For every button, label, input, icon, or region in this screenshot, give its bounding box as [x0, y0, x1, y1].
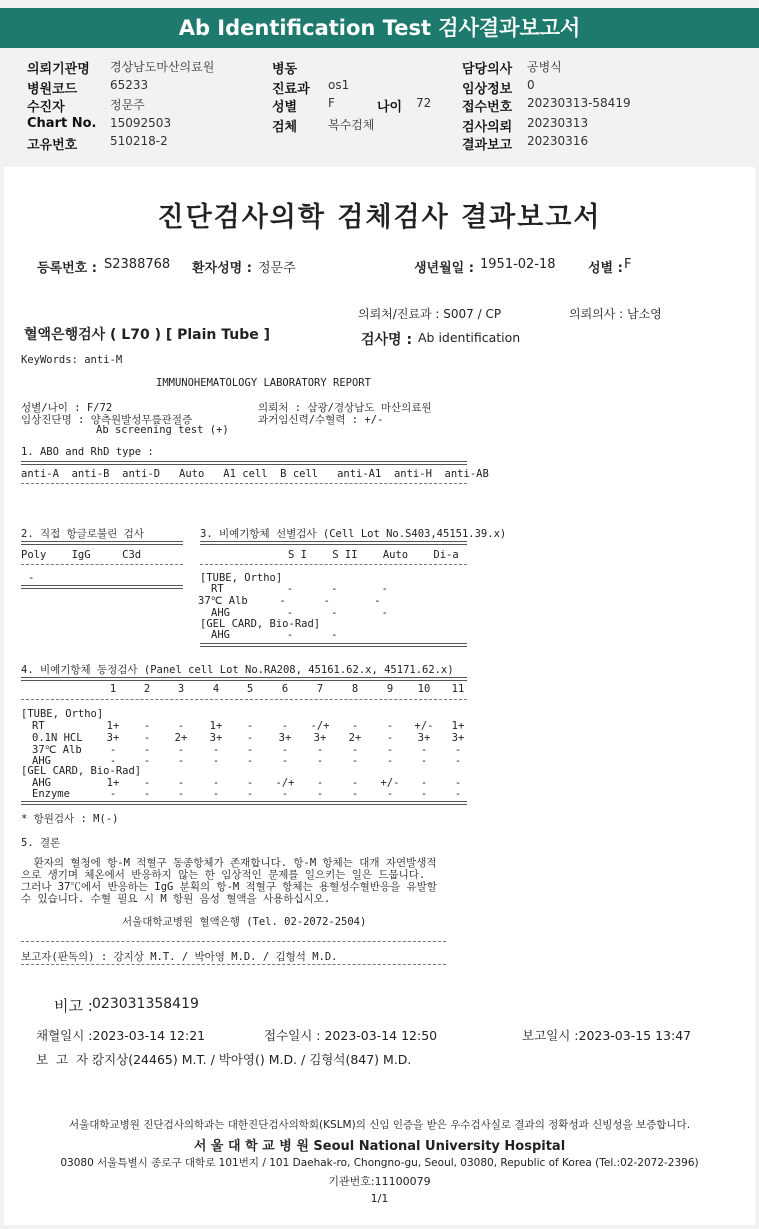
s4-row-label: RT [32, 720, 45, 732]
s4-cell: 3+ [417, 732, 431, 744]
s1-title: 1. ABO and RhD type : [21, 446, 154, 458]
s4-column-number: 2 [143, 683, 151, 695]
field-label: 담당의사 [462, 62, 513, 77]
s4-cell: 1+ [451, 720, 465, 732]
s4-cell: 3+ [106, 732, 120, 744]
s4-row-label: AHG [32, 755, 51, 767]
field-label: 고유번호 [27, 138, 78, 153]
hospital-name: 서 울 대 학 교 병 원 Seoul National University Hospital [193, 1139, 566, 1154]
s4-cell: - [420, 744, 428, 756]
collect-time: 채혈일시 :2023-03-14 12:21 [36, 1028, 206, 1043]
patient-value: 정문주 [258, 261, 296, 276]
field-label: 병동 [272, 62, 298, 77]
s4-cell: - [316, 744, 324, 756]
keywords: KeyWords: anti-M [21, 354, 123, 366]
s4-cell: 3+ [209, 732, 223, 744]
s1-header: anti-A anti-B anti-D Auto A1 cell B cell anti-A1 anti-H anti-AB [21, 468, 489, 480]
s4-cell: - [143, 777, 151, 789]
field-value: 510218-2 [110, 134, 168, 148]
divider [21, 564, 183, 565]
reporter-line: 보고자(판독의) : 강지상 M.T. / 박아영 M.D. / 김형석 M.D. [21, 951, 338, 963]
s3-row: AHG - - [211, 629, 338, 641]
s4-cell: - [420, 777, 428, 789]
s4-cell: - [454, 788, 462, 800]
conclusion-line: 수 있습니다. 수혈 필요 시 M 항원 음성 혈액을 사용하십시오. [21, 893, 331, 905]
s4-row-label: 0.1N HCL [32, 732, 83, 744]
s4-cell: - [246, 720, 254, 732]
s4-column-number: 6 [281, 683, 289, 695]
s4-column-number: 9 [386, 683, 394, 695]
field-label: 검사의뢰 [462, 120, 513, 135]
s4-row-label: AHG [32, 777, 51, 789]
s4-cell: - [109, 744, 117, 756]
field-value: 0 [527, 78, 535, 92]
s4-cell: 3+ [451, 732, 465, 744]
s4-cell: - [143, 720, 151, 732]
s4-cell: - [177, 720, 185, 732]
field-label: 임상정보 [462, 82, 513, 97]
field-value: 65233 [110, 78, 149, 92]
divider [200, 643, 467, 647]
divider [21, 483, 467, 484]
antigen-test: * 항원검사 : M(-) [21, 813, 119, 825]
s4-cell: - [351, 755, 359, 767]
s4-cell: - [281, 744, 289, 756]
conclusion-line: 환자의 혈청에 항-M 적혈구 동종항체가 존재합니다. 항-M 항체는 대개 자연발생적 [21, 857, 437, 869]
s4-cell: - [212, 777, 220, 789]
s4-cell: 2+ [174, 732, 188, 744]
field-label: 성별 [272, 100, 298, 115]
note-label: 비고 : [54, 997, 93, 1015]
s4-row-label: 37℃ Alb [32, 744, 82, 756]
s4-cell: - [143, 744, 151, 756]
test-name-label: 검사명 : [361, 332, 413, 348]
s4-cell: - [212, 788, 220, 800]
divider [21, 699, 467, 700]
s3-row: AHG - - - [211, 607, 389, 619]
divider [200, 564, 467, 565]
report-time: 보고일시 :2023-03-15 13:47 [522, 1028, 692, 1043]
s4-cell: - [212, 744, 220, 756]
receive-time: 접수일시 : 2023-03-14 12:50 [264, 1028, 438, 1043]
s4-cell: - [386, 732, 394, 744]
field-label: 검체 [272, 120, 298, 135]
field-label: 접수번호 [462, 100, 513, 115]
s4-cell: 1+ [106, 720, 120, 732]
conclusion-line: 으로 생기며 체온에서 반응하지 않는 한 임상적인 문제를 일으키는 일은 드뭅니다. [21, 869, 426, 881]
patient-label: 환자성명 : [192, 261, 252, 276]
s3-row: [GEL CARD, Bio-Rad] [200, 618, 321, 630]
s4-column-number: 10 [417, 683, 431, 695]
divider [21, 941, 446, 942]
doctor: 의뢰의사 : 남소영 [569, 307, 662, 321]
divider [21, 801, 467, 805]
divider [21, 541, 183, 545]
s3-row: RT - - - [211, 583, 389, 595]
dob-value: 1951-02-18 [480, 257, 556, 272]
s3-row: 37℃ Alb - - - [198, 595, 381, 607]
s4-cell: 3+ [278, 732, 292, 744]
info-diagnosis: 임상진단명 : 양측원발성무릎관절증 [21, 414, 193, 426]
s4-column-number: 4 [212, 683, 220, 695]
s4-cell: -/+ [310, 720, 330, 732]
field-value: F [328, 96, 335, 110]
report-title: Ab Identification Test 검사결과보고서 [178, 16, 581, 40]
s4-cell: 2+ [348, 732, 362, 744]
s3-header: S I S II Auto Di-a [288, 549, 459, 561]
s4-cell: - [454, 777, 462, 789]
s4-title: 4. 비예기항체 동정검사 (Panel cell Lot No.RA208, 45161.62.x, 45171.62.x) [21, 664, 454, 676]
page-number: 1/1 [370, 1192, 389, 1205]
report-title-bar [0, 8, 759, 48]
s4-cell: - [177, 755, 185, 767]
s4-cell: - [316, 788, 324, 800]
s4-cell: 1+ [209, 720, 223, 732]
s4-cell: - [386, 744, 394, 756]
bloodbank: 서울대학교병원 혈액은행 (Tel. 02-2072-2504) [122, 916, 367, 928]
s4-cell: - [109, 755, 117, 767]
field-value: os1 [328, 78, 350, 92]
s5-title: 5. 결론 [21, 837, 61, 849]
s4-cell: - [420, 788, 428, 800]
field-label: 나이 [377, 100, 403, 115]
field-value: 경상남도마산의료원 [110, 60, 215, 74]
dept: 의뢰처/진료과 : S007 / CP [358, 307, 502, 321]
field-value: 복수검체 [328, 118, 375, 132]
divider [21, 677, 467, 681]
lab-report-title: IMMUNOHEMATOLOGY LABORATORY REPORT [156, 377, 371, 389]
s4-cell: -/+ [275, 777, 295, 789]
section-title: 혈액은행검사 ( L70 ) [ Plain Tube ] [24, 327, 271, 343]
paper-title: 진단검사의학 검체검사 결과보고서 [157, 202, 602, 233]
certification: 서울대학교병원 진단검사의학과는 대한진단검사의학회(KSLM)의 신임 인증을 받은 우수검사실로 결과의 정확성과 신빙성을 보증합니다. [68, 1119, 691, 1131]
reg-value: S2388768 [104, 257, 171, 272]
s4-cell: - [420, 755, 428, 767]
field-value: 20230313 [527, 116, 589, 130]
info-requester: 의뢰처 : 삼광/경상남도 마산의료원 [258, 402, 432, 414]
s4-cell: +/- [414, 720, 434, 732]
divider [21, 585, 183, 589]
s4-cell: - [316, 755, 324, 767]
field-value: 20230316 [527, 134, 589, 148]
field-label: 수진자 [27, 100, 65, 115]
s4-column-number: 3 [177, 683, 185, 695]
s4-column-number: 8 [351, 683, 359, 695]
field-value: 공병식 [527, 60, 562, 74]
sex-label: 성별 : [588, 261, 623, 276]
s2-value: - [28, 572, 35, 584]
address: 03080 서울특별시 종로구 대학로 101번지 / 101 Daehak-ro, Chongno-gu, Seoul, 03080, Republic of Korea (Tel.:02-2072-2396) [60, 1157, 699, 1169]
s2-header: Poly IgG C3d [21, 549, 142, 561]
conclusion-line: 그러나 37℃에서 반응하는 IgG 분획의 항-M 적혈구 항체는 용혈성수혈반응을 유발할 [21, 881, 437, 893]
s4-row-label: Enzyme [32, 788, 70, 800]
field-value: 72 [416, 96, 432, 110]
s4-cell: - [386, 788, 394, 800]
s4-cell: - [246, 788, 254, 800]
info-history: 과거임신력/수혈력 : +/- [258, 414, 384, 426]
field-value: 20230313-58419 [527, 96, 631, 110]
s4-cell: +/- [380, 777, 400, 789]
info-sex-age: 성별/나이 : F/72 [21, 402, 113, 414]
divider [200, 541, 467, 545]
s4-cell: - [246, 732, 254, 744]
s4-cell: 3+ [313, 732, 327, 744]
s4-cell: - [281, 755, 289, 767]
test-name-value: Ab identification [418, 330, 521, 345]
s4-cell: - [454, 744, 462, 756]
s4-cell: - [351, 744, 359, 756]
reporter-value: 강지상(24465) M.T. / 박아영() M.D. / 김형석(847) M.D. [92, 1052, 412, 1067]
s4-cell: - [143, 732, 151, 744]
dob-label: 생년월일 : [414, 261, 474, 276]
s4-cell: - [177, 777, 185, 789]
s4-cell: - [212, 755, 220, 767]
field-label: 의뢰기관명 [27, 62, 90, 77]
s4-column-number: 11 [451, 683, 465, 695]
field-label: 진료과 [272, 82, 310, 97]
s4-cell: - [351, 720, 359, 732]
reporter-label: 보 고 자 : [36, 1052, 97, 1067]
s4-cell: - [246, 744, 254, 756]
s4-cell: - [143, 755, 151, 767]
field-value: 15092503 [110, 116, 172, 130]
sex-value: F [624, 257, 632, 272]
reg-label: 등록번호 : [37, 261, 97, 276]
s3-row: [TUBE, Ortho] [200, 572, 283, 584]
s4-cell: - [143, 788, 151, 800]
s4-cell: - [109, 788, 117, 800]
s4-cell: - [246, 777, 254, 789]
report-paper [4, 167, 755, 1225]
s4-column-number: 1 [109, 683, 117, 695]
field-label: 결과보고 [462, 138, 513, 153]
s4-cell: - [386, 720, 394, 732]
field-label: Chart No. [27, 116, 97, 131]
s4-cell: - [281, 788, 289, 800]
s2-title: 2. 직접 항글로불린 검사 [21, 528, 144, 540]
s4-column-number: 7 [316, 683, 324, 695]
s4-cell: - [177, 744, 185, 756]
s4-cell: - [454, 755, 462, 767]
s4-cell: - [386, 755, 394, 767]
institution-number: 기관번호:11100079 [328, 1175, 431, 1188]
s4-group-label: [GEL CARD, Bio-Rad] [21, 765, 142, 777]
s4-cell: - [351, 777, 359, 789]
s4-cell: - [281, 720, 289, 732]
s3-title: 3. 비예기항체 선별검사 (Cell Lot No.S403,45151.39.x) [200, 528, 507, 540]
s4-cell: - [177, 788, 185, 800]
s4-cell: - [246, 755, 254, 767]
s4-column-number: 5 [246, 683, 254, 695]
divider [21, 964, 446, 965]
note-value: 023031358419 [92, 996, 199, 1012]
field-label: 병원코드 [27, 82, 78, 97]
s4-cell: - [316, 777, 324, 789]
s4-cell: - [351, 788, 359, 800]
s4-group-label: [TUBE, Ortho] [21, 708, 104, 720]
s4-cell: 1+ [106, 777, 120, 789]
info-screening: Ab screening test (+) [96, 424, 229, 436]
field-value: 정문주 [110, 98, 145, 112]
divider [21, 461, 467, 465]
